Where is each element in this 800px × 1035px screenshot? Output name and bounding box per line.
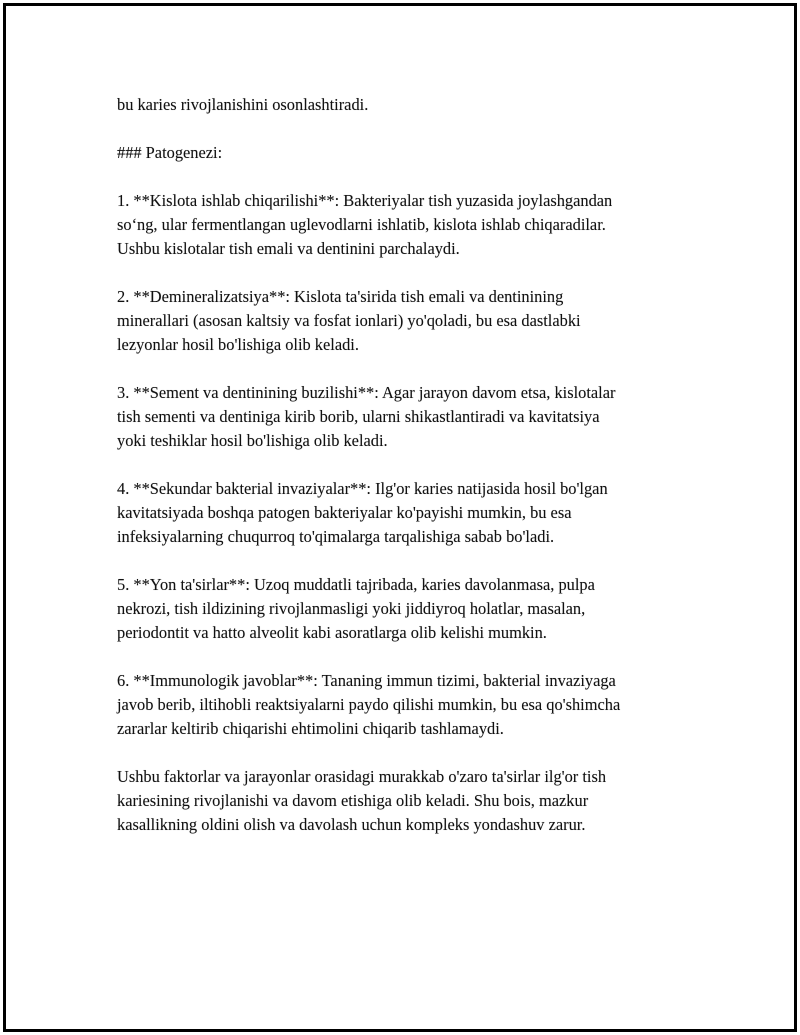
list-item-1 — [117, 189, 677, 261]
text-line: 2. **Demineralizatsiya**: Kislota ta'sirida tish emali va dentinining — [117, 287, 564, 306]
text-line: 5. **Yon ta'sirlar**: Uzoq muddatli tajribada, karies davolanmasa, pulpa — [117, 575, 595, 594]
text-line: kasallikning oldini olish va davolash uchun kompleks yondashuv zarur. — [117, 815, 586, 834]
text-line: lezyonlar hosil bo'lishiga olib keladi. — [117, 335, 359, 354]
text-line: 3. **Sement va dentinining buzilishi**: Agar jarayon davom etsa, kislotalar — [117, 383, 616, 402]
paragraph-conclusion — [117, 765, 677, 837]
text-line: Ushbu kislotalar tish emali va dentinini parchalaydi. — [117, 239, 460, 258]
list-item-5 — [117, 573, 677, 645]
text-line: javob berib, iltihobli reaktsiyalarni paydo qilishi mumkin, bu esa qo'shimcha — [117, 695, 621, 714]
text-line: yoki teshiklar hosil bo'lishiga olib keladi. — [117, 431, 388, 450]
text-line: bu karies rivojlanishini osonlashtiradi. — [117, 95, 369, 114]
text-line: kariesining rivojlanishi va davom etishiga olib keladi. Shu bois, mazkur — [117, 791, 589, 810]
list-item-6 — [117, 669, 677, 741]
text-line: minerallari (asosan kaltsiy va fosfat ionlari) yo'qoladi, bu esa dastlabki — [117, 311, 581, 330]
heading-text: ### Patogenezi: — [117, 143, 223, 162]
text-line: zararlar keltirib chiqarishi ehtimolini chiqarib tashlamaydi. — [117, 719, 504, 738]
text-line: Ushbu faktorlar va jarayonlar orasidagi murakkab o'zaro ta'sirlar ilg'or tish — [117, 767, 607, 786]
list-item-4 — [117, 477, 677, 549]
list-item-3 — [117, 381, 677, 453]
text-line: 6. **Immunologik javoblar**: Tananing immun tizimi, bakterial invaziyaga — [117, 671, 616, 690]
text-line: 4. **Sekundar bakterial invaziyalar**: Ilg'or karies natijasida hosil bo'lgan — [117, 479, 608, 498]
document-body — [117, 93, 677, 861]
paragraph-intro-continuation — [117, 93, 677, 117]
list-item-2 — [117, 285, 677, 357]
text-line: 1. **Kislota ishlab chiqarilishi**: Bakteriyalar tish yuzasida joylashgandan — [117, 191, 613, 210]
text-line: infeksiyalarning chuqurroq to'qimalarga tarqalishiga sabab bo'ladi. — [117, 527, 555, 546]
section-heading-patogenezi — [117, 141, 677, 165]
text-line: kavitatsiyada boshqa patogen bakteriyalar ko'payishi mumkin, bu esa — [117, 503, 572, 522]
text-line: tish sementi va dentiniga kirib borib, ularni shikastlantiradi va kavitatsiya — [117, 407, 600, 426]
text-line: periodontit va hatto alveolit kabi asoratlarga olib kelishi mumkin. — [117, 623, 547, 642]
text-line: nekrozi, tish ildizining rivojlanmasligi yoki jiddiyroq holatlar, masalan, — [117, 599, 586, 618]
text-line: so‘ng, ular fermentlangan uglevodlarni ishlatib, kislota ishlab chiqaradilar. — [117, 215, 606, 234]
